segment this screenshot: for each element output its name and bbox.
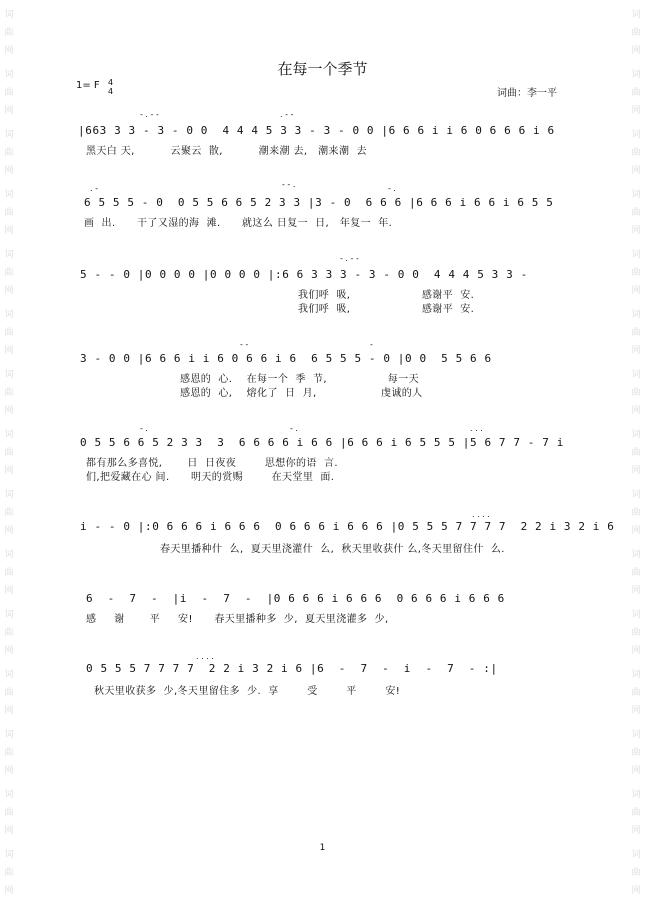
watermark-glyph: 网 [631, 706, 641, 716]
octave-mark: . . . . [472, 510, 490, 519]
credits: 词曲：李一平 [497, 88, 557, 99]
watermark-glyph: 词 [631, 730, 641, 740]
watermark-glyph: 词 [4, 250, 14, 260]
watermark-glyph: 网 [4, 166, 14, 176]
watermark-glyph: 曲 [631, 208, 641, 218]
watermark-glyph: 词 [631, 790, 641, 800]
watermark-glyph: 词 [4, 610, 14, 620]
watermark-glyph: 曲 [631, 628, 641, 638]
watermark-group [629, 426, 643, 480]
lyric-row-7: 感 谢 平 安! 春天里播种多 少, 夏天里浇灌多 少, [86, 614, 389, 625]
watermark-glyph: 曲 [4, 88, 14, 98]
watermark-group [2, 486, 16, 540]
watermark-glyph: 曲 [4, 448, 14, 458]
watermark-glyph: 网 [4, 226, 14, 236]
watermark-group [629, 366, 643, 420]
octave-mark: - . [290, 424, 298, 433]
watermark-glyph: 网 [631, 766, 641, 776]
lyric-row-4b: 感恩的 心, 熔化了 日 月, 虔诚的人 [180, 388, 423, 399]
watermark-glyph: 网 [631, 466, 641, 476]
watermark-glyph: 网 [631, 106, 641, 116]
watermark-group [2, 726, 16, 780]
watermark-glyph: 网 [631, 646, 641, 656]
watermark-group [629, 6, 643, 60]
watermark-glyph: 网 [4, 406, 14, 416]
watermark-group [629, 186, 643, 240]
octave-mark: . - - [280, 110, 294, 119]
notation-row-4: 3 - 0 0 |6 6 6 i i 6 0 6 6 i 6 6 5 5 5 - 0 |0 0 5 5 6 6 [80, 352, 492, 365]
watermark-group [629, 726, 643, 780]
watermark-group [2, 606, 16, 660]
watermark-glyph: 网 [4, 586, 14, 596]
watermark-group [629, 126, 643, 180]
watermark-glyph: 曲 [4, 388, 14, 398]
meter-top: 4 [108, 78, 114, 87]
key-signature: 1= F [76, 80, 100, 91]
watermark-glyph: 曲 [631, 508, 641, 518]
watermark-glyph: 网 [631, 166, 641, 176]
watermark-group [629, 846, 643, 900]
watermark-glyph: 网 [631, 826, 641, 836]
watermark-glyph: 曲 [4, 688, 14, 698]
watermark-glyph: 词 [631, 670, 641, 680]
watermark-glyph: 曲 [631, 388, 641, 398]
notation-row-6: i - - 0 |:0 6 6 6 i 6 6 6 0 6 6 6 i 6 6 6 |0 5 5 5 7 7 7 7 2 2 i 3 2 i 6 [80, 520, 615, 533]
lyric-row-3b: 我们呼 吸, 感谢平 安. [298, 304, 475, 315]
watermark-glyph: 曲 [631, 328, 641, 338]
right-watermark-strip [627, 0, 645, 896]
watermark-glyph: 词 [4, 550, 14, 560]
octave-mark: . . . [470, 424, 483, 433]
octave-mark: - - [240, 340, 249, 349]
lyric-row-2: 画 出. 干了又湿的海 滩. 就这么 日复一 日, 年复一 年. [84, 218, 393, 229]
watermark-glyph: 曲 [4, 748, 14, 758]
lyric-row-3a: 我们呼 吸, 感谢平 安. [298, 290, 475, 301]
watermark-glyph: 词 [4, 310, 14, 320]
octave-mark: - [370, 340, 373, 349]
watermark-glyph: 词 [631, 550, 641, 560]
watermark-glyph: 曲 [4, 28, 14, 38]
watermark-glyph: 网 [631, 346, 641, 356]
watermark-glyph: 曲 [631, 748, 641, 758]
watermark-glyph: 词 [4, 370, 14, 380]
watermark-glyph: 曲 [4, 508, 14, 518]
watermark-glyph: 曲 [4, 628, 14, 638]
watermark-glyph: 曲 [4, 868, 14, 878]
song-title: 在每一个季节 [277, 60, 368, 78]
watermark-glyph: 词 [4, 790, 14, 800]
watermark-glyph: 网 [631, 586, 641, 596]
watermark-group [629, 306, 643, 360]
octave-mark: - . - - [340, 254, 359, 263]
watermark-group [629, 246, 643, 300]
watermark-glyph: 词 [631, 490, 641, 500]
octave-mark: - . - - [140, 110, 159, 119]
watermark-glyph: 网 [4, 886, 14, 896]
watermark-glyph: 词 [631, 190, 641, 200]
notation-row-1: |663 3 3 - 3 - 0 0 4 4 4 5 3 3 - 3 - 0 0 |6 6 6 i i 6 0 6 6 6 i 6 [78, 124, 555, 137]
watermark-glyph: 词 [631, 70, 641, 80]
watermark-glyph: 曲 [631, 448, 641, 458]
lyric-row-4a: 感恩的 心. 在每一个 季 节, 每一天 [180, 374, 419, 385]
watermark-glyph: 网 [4, 766, 14, 776]
watermark-glyph: 网 [631, 286, 641, 296]
time-signature [108, 78, 113, 96]
watermark-glyph: 网 [4, 106, 14, 116]
watermark-group [629, 666, 643, 720]
watermark-glyph: 词 [4, 670, 14, 680]
watermark-glyph: 曲 [631, 88, 641, 98]
watermark-group [2, 126, 16, 180]
watermark-group [629, 786, 643, 840]
watermark-glyph: 网 [4, 46, 14, 56]
notation-row-7: 6 - 7 - |i - 7 - |0 6 6 6 i 6 6 6 0 6 6 6 i 6 6 6 [86, 592, 505, 605]
notation-row-5: 0 5 5 6 6 5 2 3 3 3 6 6 6 6 i 6 6 |6 6 6 i 6 5 5 5 |5 6 7 7 - 7 i [80, 436, 564, 449]
watermark-glyph: 曲 [631, 808, 641, 818]
notation-row-2: 6 5 5 5 - 0 0 5 5 6 6 5 2 3 3 |3 - 0 6 6 6 |6 6 6 i 6 6 i 6 5 5 [84, 196, 554, 209]
octave-mark: . - [90, 184, 98, 193]
octave-mark: - - . [282, 180, 296, 189]
watermark-glyph: 词 [631, 130, 641, 140]
watermark-glyph: 词 [4, 430, 14, 440]
watermark-glyph: 网 [631, 526, 641, 536]
watermark-group [2, 666, 16, 720]
watermark-glyph: 网 [631, 46, 641, 56]
octave-mark: - . [388, 184, 396, 193]
watermark-glyph: 词 [4, 10, 14, 20]
watermark-glyph: 词 [4, 70, 14, 80]
watermark-group [2, 846, 16, 900]
watermark-glyph: 网 [4, 826, 14, 836]
watermark-glyph: 词 [631, 10, 641, 20]
page-number: 1 [319, 843, 326, 853]
watermark-glyph: 曲 [631, 688, 641, 698]
watermark-glyph: 词 [631, 610, 641, 620]
lyric-row-6: 春天里播种什 么, 夏天里浇灌什 么, 秋天里收获什 么,冬天里留住什 么. [160, 544, 505, 555]
lyric-row-1: 黑天白 天, 云聚云 散, 潮来潮 去, 潮来潮 去 [86, 146, 367, 157]
octave-mark: . . . . [196, 652, 214, 661]
watermark-glyph: 网 [631, 886, 641, 896]
watermark-group [2, 246, 16, 300]
watermark-group [2, 6, 16, 60]
watermark-group [629, 606, 643, 660]
watermark-glyph: 词 [631, 850, 641, 860]
notation-row-3: 5 - - 0 |0 0 0 0 |0 0 0 0 |:6 6 3 3 3 - 3 - 0 0 4 4 4 5 3 3 - [80, 268, 528, 281]
watermark-glyph: 网 [631, 406, 641, 416]
watermark-glyph: 网 [4, 646, 14, 656]
watermark-glyph: 词 [4, 730, 14, 740]
octave-mark: - . [140, 424, 148, 433]
watermark-glyph: 网 [4, 286, 14, 296]
watermark-group [2, 426, 16, 480]
watermark-glyph: 曲 [4, 808, 14, 818]
watermark-glyph: 词 [631, 370, 641, 380]
watermark-glyph: 网 [4, 346, 14, 356]
watermark-glyph: 词 [631, 310, 641, 320]
watermark-glyph: 曲 [4, 208, 14, 218]
watermark-glyph: 词 [631, 250, 641, 260]
watermark-group [629, 546, 643, 600]
lyric-row-8: 秋天里收获多 少,冬天里留住多 少. 享 受 平 安! [94, 686, 401, 697]
watermark-glyph: 网 [631, 226, 641, 236]
meter-bottom: 4 [108, 87, 114, 96]
watermark-group [2, 366, 16, 420]
watermark-glyph: 曲 [631, 28, 641, 38]
watermark-glyph: 曲 [4, 268, 14, 278]
watermark-group [2, 786, 16, 840]
watermark-glyph: 曲 [4, 568, 14, 578]
watermark-glyph: 词 [4, 850, 14, 860]
watermark-glyph: 词 [4, 490, 14, 500]
watermark-glyph: 网 [4, 706, 14, 716]
watermark-glyph: 曲 [631, 568, 641, 578]
lyric-row-5a: 都有那么多喜悦, 日 日夜夜 思想你的语 言. [86, 458, 338, 469]
watermark-group [2, 186, 16, 240]
watermark-glyph: 曲 [631, 268, 641, 278]
watermark-group [2, 546, 16, 600]
watermark-glyph: 曲 [4, 328, 14, 338]
watermark-glyph: 曲 [631, 148, 641, 158]
watermark-glyph: 曲 [4, 148, 14, 158]
watermark-group [629, 486, 643, 540]
watermark-glyph: 曲 [631, 868, 641, 878]
watermark-group [2, 306, 16, 360]
lyric-row-5b: 们,把爱藏在心 间. 明天的赏赐 在天堂里 面. [86, 472, 335, 483]
watermark-glyph: 网 [4, 526, 14, 536]
left-watermark-strip [0, 0, 18, 896]
watermark-glyph: 词 [631, 430, 641, 440]
watermark-glyph: 词 [4, 190, 14, 200]
notation-row-8: 0 5 5 5 7 7 7 7 2 2 i 3 2 i 6 |6 - 7 - i - 7 - :| [86, 662, 498, 675]
watermark-glyph: 词 [4, 130, 14, 140]
watermark-glyph: 网 [4, 466, 14, 476]
